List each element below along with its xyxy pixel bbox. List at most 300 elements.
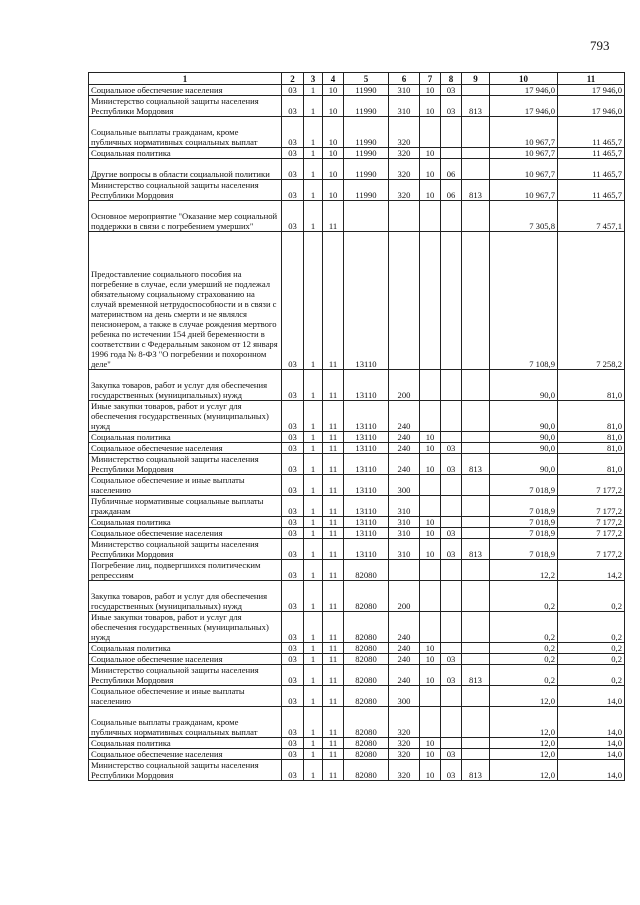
- cell-sum-2025: 81,0: [558, 443, 625, 454]
- cell-rz: 10: [420, 96, 441, 117]
- col-header: 8: [441, 73, 462, 85]
- cell-sub2: 11: [323, 517, 344, 528]
- cell-sub: 1: [304, 232, 323, 370]
- cell-sub2: 11: [323, 665, 344, 686]
- col-header: 10: [490, 73, 558, 85]
- row-name: Основное мероприятие "Оказание мер социальной поддержки в связи с погребением умерших": [89, 201, 282, 232]
- cell-ved: [462, 612, 490, 643]
- cell-dir: 82080: [344, 654, 389, 665]
- cell-ved: [462, 370, 490, 401]
- row-name: Другие вопросы в области социальной политики: [89, 159, 282, 180]
- cell-sub2: 10: [323, 159, 344, 180]
- cell-sum-2025: 81,0: [558, 454, 625, 475]
- cell-sub: 1: [304, 201, 323, 232]
- row-name: Министерство социальной защиты населения Республики Мордовия: [89, 665, 282, 686]
- cell-sum-2024: 90,0: [490, 443, 558, 454]
- cell-vr: 320: [389, 180, 420, 201]
- cell-rz: 10: [420, 539, 441, 560]
- cell-sum-2024: 7 018,9: [490, 528, 558, 539]
- cell-sum-2024: 0,2: [490, 612, 558, 643]
- row-name: Социальная политика: [89, 148, 282, 159]
- cell-sub2: 10: [323, 148, 344, 159]
- cell-sum-2025: 0,2: [558, 581, 625, 612]
- table-row: [89, 401, 625, 432]
- cell-dir: 13110: [344, 232, 389, 370]
- row-name: Социальное обеспечение и иные выплаты населению: [89, 686, 282, 707]
- cell-sum-2025: 17 946,0: [558, 85, 625, 96]
- budget-table: [88, 72, 625, 781]
- row-name: Социальное обеспечение населения: [89, 85, 282, 96]
- cell-vr: 240: [389, 643, 420, 654]
- cell-sub2: 10: [323, 96, 344, 117]
- cell-gp: 03: [282, 528, 304, 539]
- table-row: [89, 749, 625, 760]
- cell-sub2: 11: [323, 612, 344, 643]
- cell-pr: 03: [441, 443, 462, 454]
- table-row: [89, 117, 625, 148]
- cell-ved: [462, 496, 490, 517]
- cell-sub2: 11: [323, 401, 344, 432]
- cell-gp: 03: [282, 370, 304, 401]
- cell-gp: 03: [282, 560, 304, 581]
- cell-ved: [462, 148, 490, 159]
- cell-sum-2024: 0,2: [490, 654, 558, 665]
- cell-sub2: 11: [323, 443, 344, 454]
- cell-rz: 10: [420, 738, 441, 749]
- table-header-row: [89, 73, 625, 85]
- row-name: Министерство социальной защиты населения Республики Мордовия: [89, 760, 282, 781]
- cell-sum-2024: 10 967,7: [490, 159, 558, 180]
- cell-rz: 10: [420, 654, 441, 665]
- row-name: Министерство социальной защиты населения Республики Мордовия: [89, 96, 282, 117]
- cell-vr: [389, 560, 420, 581]
- cell-sum-2024: 12,0: [490, 686, 558, 707]
- cell-pr: 03: [441, 454, 462, 475]
- table-row: [89, 159, 625, 180]
- table-row: [89, 232, 625, 370]
- cell-gp: 03: [282, 443, 304, 454]
- cell-ved: [462, 686, 490, 707]
- col-header: 1: [89, 73, 282, 85]
- cell-sub2: 11: [323, 738, 344, 749]
- cell-gp: 03: [282, 496, 304, 517]
- cell-gp: 03: [282, 180, 304, 201]
- cell-sum-2024: 12,0: [490, 707, 558, 738]
- cell-gp: 03: [282, 665, 304, 686]
- cell-rz: 10: [420, 454, 441, 475]
- cell-sub: 1: [304, 180, 323, 201]
- row-name: Социальные выплаты гражданам, кроме публичных нормативных социальных выплат: [89, 117, 282, 148]
- cell-pr: [441, 517, 462, 528]
- cell-pr: 03: [441, 85, 462, 96]
- cell-sub: 1: [304, 496, 323, 517]
- table-body: [89, 85, 625, 781]
- cell-dir: 13110: [344, 539, 389, 560]
- cell-pr: 06: [441, 159, 462, 180]
- cell-vr: 200: [389, 581, 420, 612]
- cell-pr: [441, 581, 462, 612]
- cell-sum-2024: 0,2: [490, 581, 558, 612]
- cell-ved: [462, 643, 490, 654]
- cell-rz: [420, 560, 441, 581]
- col-header: 7: [420, 73, 441, 85]
- row-name: Социальное обеспечение и иные выплаты населению: [89, 475, 282, 496]
- table-row: [89, 148, 625, 159]
- cell-rz: 10: [420, 443, 441, 454]
- cell-vr: 320: [389, 707, 420, 738]
- table-row: [89, 560, 625, 581]
- cell-dir: [344, 201, 389, 232]
- cell-sum-2024: 10 967,7: [490, 148, 558, 159]
- cell-vr: 320: [389, 117, 420, 148]
- cell-ved: 813: [462, 665, 490, 686]
- cell-gp: 03: [282, 738, 304, 749]
- cell-sub: 1: [304, 370, 323, 401]
- cell-sum-2024: 90,0: [490, 454, 558, 475]
- table-row: [89, 180, 625, 201]
- cell-sub: 1: [304, 707, 323, 738]
- table-row: [89, 581, 625, 612]
- cell-sum-2024: 7 305,8: [490, 201, 558, 232]
- table-row: [89, 454, 625, 475]
- cell-sum-2025: 14,0: [558, 749, 625, 760]
- cell-pr: [441, 707, 462, 738]
- cell-gp: 03: [282, 85, 304, 96]
- cell-sum-2025: 81,0: [558, 432, 625, 443]
- cell-vr: 310: [389, 85, 420, 96]
- cell-ved: 813: [462, 96, 490, 117]
- cell-sub2: 11: [323, 760, 344, 781]
- cell-dir: 11990: [344, 117, 389, 148]
- row-name: Социальная политика: [89, 517, 282, 528]
- cell-dir: 11990: [344, 148, 389, 159]
- cell-gp: 03: [282, 517, 304, 528]
- row-name: Социальная политика: [89, 643, 282, 654]
- cell-sum-2025: 14,0: [558, 738, 625, 749]
- col-header: 11: [558, 73, 625, 85]
- cell-ved: 813: [462, 180, 490, 201]
- cell-sum-2025: 7 177,2: [558, 528, 625, 539]
- cell-sub: 1: [304, 517, 323, 528]
- cell-sub: 1: [304, 454, 323, 475]
- col-header: 2: [282, 73, 304, 85]
- cell-sum-2024: 7 018,9: [490, 539, 558, 560]
- cell-pr: [441, 201, 462, 232]
- cell-sub: 1: [304, 401, 323, 432]
- cell-ved: [462, 517, 490, 528]
- row-name: Социальное обеспечение населения: [89, 654, 282, 665]
- cell-pr: [441, 560, 462, 581]
- cell-sum-2025: 14,0: [558, 760, 625, 781]
- cell-sum-2025: 7 177,2: [558, 496, 625, 517]
- cell-ved: 813: [462, 760, 490, 781]
- cell-rz: 10: [420, 528, 441, 539]
- row-name: Иные закупки товаров, работ и услуг для обеспечения государственных (муниципальных) нужд: [89, 401, 282, 432]
- cell-vr: 310: [389, 539, 420, 560]
- cell-rz: [420, 401, 441, 432]
- row-name: Социальные выплаты гражданам, кроме публичных нормативных социальных выплат: [89, 707, 282, 738]
- cell-sub2: 11: [323, 496, 344, 517]
- cell-vr: 310: [389, 517, 420, 528]
- cell-vr: 310: [389, 96, 420, 117]
- cell-sub: 1: [304, 148, 323, 159]
- cell-sum-2025: 0,2: [558, 665, 625, 686]
- cell-sum-2025: 14,0: [558, 686, 625, 707]
- cell-sum-2025: 7 258,2: [558, 232, 625, 370]
- cell-ved: [462, 654, 490, 665]
- cell-rz: 10: [420, 760, 441, 781]
- table-row: [89, 643, 625, 654]
- cell-pr: 03: [441, 528, 462, 539]
- cell-rz: [420, 707, 441, 738]
- cell-vr: 240: [389, 612, 420, 643]
- table-row: [89, 654, 625, 665]
- cell-ved: [462, 432, 490, 443]
- cell-gp: 03: [282, 401, 304, 432]
- row-name: Социальная политика: [89, 738, 282, 749]
- cell-sub: 1: [304, 539, 323, 560]
- cell-sub2: 11: [323, 539, 344, 560]
- cell-sum-2024: 12,0: [490, 749, 558, 760]
- cell-sum-2024: 10 967,7: [490, 180, 558, 201]
- cell-gp: 03: [282, 232, 304, 370]
- cell-ved: [462, 749, 490, 760]
- row-name: Социальное обеспечение населения: [89, 443, 282, 454]
- cell-sub2: 11: [323, 686, 344, 707]
- cell-gp: 03: [282, 148, 304, 159]
- cell-dir: 11990: [344, 96, 389, 117]
- cell-rz: 10: [420, 432, 441, 443]
- cell-sum-2024: 90,0: [490, 432, 558, 443]
- row-name: Публичные нормативные социальные выплаты гражданам: [89, 496, 282, 517]
- cell-vr: 240: [389, 401, 420, 432]
- cell-dir: 13110: [344, 517, 389, 528]
- cell-ved: [462, 401, 490, 432]
- cell-ved: [462, 117, 490, 148]
- cell-dir: 11990: [344, 180, 389, 201]
- cell-pr: [441, 738, 462, 749]
- cell-sum-2025: 11 465,7: [558, 180, 625, 201]
- table-row: [89, 528, 625, 539]
- cell-dir: 13110: [344, 496, 389, 517]
- cell-rz: [420, 370, 441, 401]
- cell-sum-2024: 7 018,9: [490, 496, 558, 517]
- cell-pr: [441, 643, 462, 654]
- table-row: [89, 96, 625, 117]
- cell-rz: 10: [420, 148, 441, 159]
- cell-pr: 03: [441, 96, 462, 117]
- cell-sub: 1: [304, 738, 323, 749]
- table-row: [89, 85, 625, 96]
- cell-pr: [441, 117, 462, 148]
- cell-dir: 13110: [344, 475, 389, 496]
- cell-dir: 82080: [344, 560, 389, 581]
- cell-sub2: 11: [323, 560, 344, 581]
- cell-sub2: 11: [323, 643, 344, 654]
- cell-gp: 03: [282, 654, 304, 665]
- cell-ved: [462, 560, 490, 581]
- cell-sum-2025: 7 177,2: [558, 475, 625, 496]
- cell-dir: 13110: [344, 528, 389, 539]
- cell-vr: [389, 232, 420, 370]
- cell-sum-2024: 7 108,9: [490, 232, 558, 370]
- cell-rz: 10: [420, 749, 441, 760]
- cell-sub2: 11: [323, 454, 344, 475]
- cell-gp: 03: [282, 749, 304, 760]
- cell-pr: 06: [441, 180, 462, 201]
- row-name: Министерство социальной защиты населения Республики Мордовия: [89, 180, 282, 201]
- table-row: [89, 760, 625, 781]
- cell-sub: 1: [304, 686, 323, 707]
- cell-sum-2024: 17 946,0: [490, 85, 558, 96]
- cell-pr: 03: [441, 665, 462, 686]
- cell-rz: [420, 612, 441, 643]
- cell-vr: 310: [389, 528, 420, 539]
- cell-sub: 1: [304, 749, 323, 760]
- cell-sub2: 11: [323, 581, 344, 612]
- cell-rz: [420, 496, 441, 517]
- cell-pr: [441, 232, 462, 370]
- cell-vr: 240: [389, 432, 420, 443]
- cell-sub2: 11: [323, 232, 344, 370]
- cell-sub: 1: [304, 85, 323, 96]
- cell-dir: 13110: [344, 370, 389, 401]
- col-header: 5: [344, 73, 389, 85]
- cell-sum-2024: 17 946,0: [490, 96, 558, 117]
- cell-sub2: 11: [323, 528, 344, 539]
- cell-gp: 03: [282, 432, 304, 443]
- row-name: Социальное обеспечение населения: [89, 528, 282, 539]
- cell-ved: [462, 443, 490, 454]
- cell-pr: 03: [441, 539, 462, 560]
- row-name: Закупка товаров, работ и услуг для обеспечения государственных (муниципальных) нужд: [89, 370, 282, 401]
- cell-ved: 813: [462, 454, 490, 475]
- col-header: 3: [304, 73, 323, 85]
- table-row: [89, 707, 625, 738]
- cell-sub2: 10: [323, 85, 344, 96]
- cell-sub: 1: [304, 475, 323, 496]
- cell-vr: 240: [389, 665, 420, 686]
- cell-sub: 1: [304, 443, 323, 454]
- cell-gp: 03: [282, 760, 304, 781]
- table-row: [89, 517, 625, 528]
- cell-rz: 10: [420, 180, 441, 201]
- cell-ved: [462, 707, 490, 738]
- cell-sub: 1: [304, 760, 323, 781]
- table-row: [89, 370, 625, 401]
- cell-ved: [462, 738, 490, 749]
- cell-dir: 11990: [344, 85, 389, 96]
- cell-gp: 03: [282, 159, 304, 180]
- table-row: [89, 475, 625, 496]
- cell-ved: [462, 159, 490, 180]
- cell-ved: [462, 232, 490, 370]
- cell-sub2: 10: [323, 117, 344, 148]
- table-row: [89, 443, 625, 454]
- cell-sum-2025: 7 177,2: [558, 539, 625, 560]
- cell-gp: 03: [282, 201, 304, 232]
- row-name: Иные закупки товаров, работ и услуг для обеспечения государственных (муниципальных) нужд: [89, 612, 282, 643]
- cell-dir: 13110: [344, 401, 389, 432]
- cell-pr: [441, 475, 462, 496]
- table-row: [89, 432, 625, 443]
- cell-rz: [420, 581, 441, 612]
- cell-vr: [389, 201, 420, 232]
- cell-dir: 13110: [344, 454, 389, 475]
- cell-rz: 10: [420, 643, 441, 654]
- cell-dir: 82080: [344, 643, 389, 654]
- cell-ved: [462, 528, 490, 539]
- cell-sub2: 11: [323, 432, 344, 443]
- table-row: [89, 612, 625, 643]
- cell-sum-2025: 11 465,7: [558, 117, 625, 148]
- cell-rz: [420, 475, 441, 496]
- cell-sum-2025: 0,2: [558, 612, 625, 643]
- cell-gp: 03: [282, 686, 304, 707]
- cell-pr: [441, 148, 462, 159]
- cell-sum-2024: 7 018,9: [490, 517, 558, 528]
- cell-sum-2024: 90,0: [490, 370, 558, 401]
- cell-sub: 1: [304, 432, 323, 443]
- cell-sum-2025: 11 465,7: [558, 148, 625, 159]
- cell-pr: [441, 686, 462, 707]
- cell-sub2: 11: [323, 654, 344, 665]
- cell-vr: 240: [389, 454, 420, 475]
- cell-pr: [441, 401, 462, 432]
- cell-dir: 82080: [344, 738, 389, 749]
- table-row: [89, 665, 625, 686]
- cell-vr: 320: [389, 148, 420, 159]
- row-name: Погребение лиц, подвергшихся политическим репрессиям: [89, 560, 282, 581]
- cell-pr: 03: [441, 654, 462, 665]
- cell-rz: [420, 232, 441, 370]
- cell-pr: [441, 496, 462, 517]
- cell-sub: 1: [304, 560, 323, 581]
- cell-gp: 03: [282, 475, 304, 496]
- cell-dir: 13110: [344, 443, 389, 454]
- cell-sum-2025: 11 465,7: [558, 159, 625, 180]
- cell-sum-2025: 14,2: [558, 560, 625, 581]
- cell-ved: [462, 201, 490, 232]
- cell-pr: [441, 612, 462, 643]
- cell-vr: 240: [389, 443, 420, 454]
- cell-gp: 03: [282, 454, 304, 475]
- cell-ved: 813: [462, 539, 490, 560]
- cell-sub: 1: [304, 117, 323, 148]
- col-header: 9: [462, 73, 490, 85]
- cell-dir: 82080: [344, 686, 389, 707]
- cell-sum-2025: 0,2: [558, 654, 625, 665]
- row-name: Закупка товаров, работ и услуг для обеспечения государственных (муниципальных) нужд: [89, 581, 282, 612]
- cell-dir: 82080: [344, 612, 389, 643]
- cell-vr: 200: [389, 370, 420, 401]
- cell-sub2: 11: [323, 707, 344, 738]
- cell-gp: 03: [282, 643, 304, 654]
- cell-gp: 03: [282, 539, 304, 560]
- cell-vr: 310: [389, 496, 420, 517]
- cell-sub2: 11: [323, 201, 344, 232]
- cell-sum-2024: 12,0: [490, 738, 558, 749]
- cell-sum-2024: 7 018,9: [490, 475, 558, 496]
- cell-sum-2025: 81,0: [558, 370, 625, 401]
- cell-vr: 320: [389, 760, 420, 781]
- row-name: Социальная политика: [89, 432, 282, 443]
- cell-rz: 10: [420, 159, 441, 180]
- cell-sub: 1: [304, 159, 323, 180]
- cell-pr: 03: [441, 760, 462, 781]
- cell-sum-2025: 81,0: [558, 401, 625, 432]
- cell-vr: 300: [389, 475, 420, 496]
